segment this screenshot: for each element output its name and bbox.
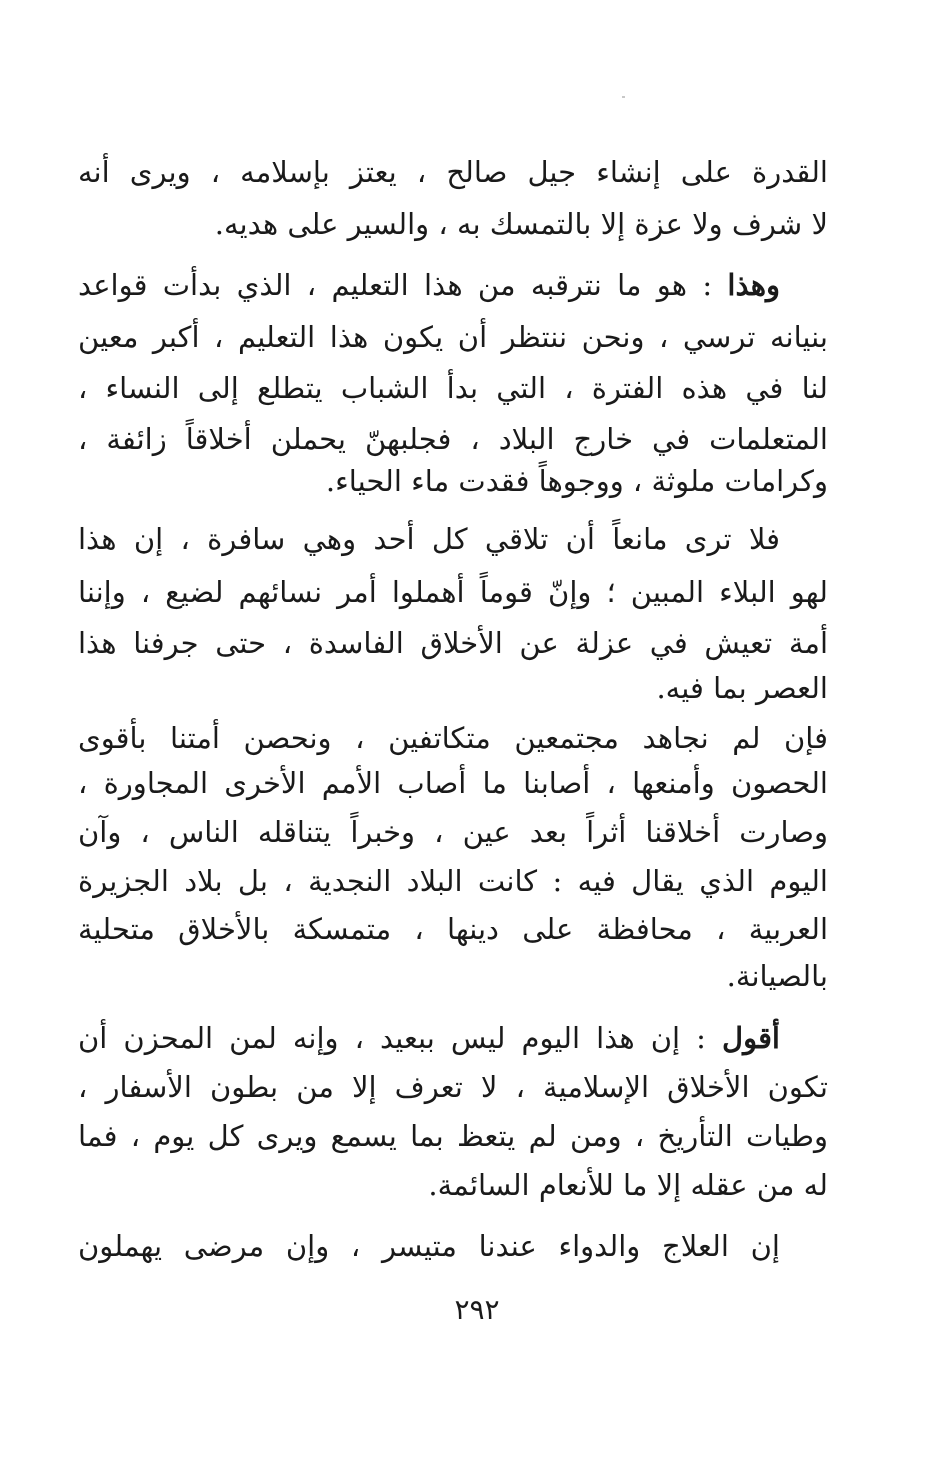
lead-word: وهذا [727,268,780,302]
text-line: بنيانه ترسي ، ونحن ننتظر أن يكون هذا التعليم ، أكبر معين [78,320,829,354]
text-line: له من عقله إلا ما للأنعام السائمة. [428,1168,828,1202]
text-line [78,1012,828,1064]
text-line: العربية ، محافظة على دينها ، متمسكة بالأخلاق متحلية [78,912,828,946]
line-text: : هو ما نترقبه من هذا التعليم ، الذي بدأت قواعد [78,268,728,302]
text-line: وصارت أخلاقنا أثراً بعد عين ، وخبراً يتناقله الناس ، وآن [78,815,828,849]
lead-word: أقول [722,1021,780,1055]
text-line: إن العلاج والدواء عندنا متيسر ، وإن مرضى يهملون [78,1229,780,1263]
text-line: فإن لم نجاهد مجتمعين متكاتفين ، ونحصن أمتنا بأقوى [78,721,828,755]
text-line: وطيات التأريخ ، ومن لم يتعظ بما يسمع ويرى كل يوم ، فما [78,1119,828,1153]
text-line: فلا ترى مانعاً أن تلاقي كل أحد وهي سافرة ، إن هذا [78,522,780,556]
text-line: بالصيانة. [726,959,828,993]
text-line: لنا في هذه الفترة ، التي بدأ الشباب يتطلع إلى النساء ، [78,371,828,405]
text-line: أمة تعيش في عزلة عن الأخلاق الفاسدة ، حتى جرفنا هذا [78,626,828,660]
text-line: لهو البلاء المبين ؛ وإنّ قوماً أهملوا أمر نسائهم لضيع ، وإننا [78,575,828,609]
text-line: تكون الأخلاق الإسلامية ، لا تعرف إلا من بطون الأسفار ، [78,1070,828,1104]
text-line: اليوم الذي يقال فيه : كانت البلاد النجدية ، بل بلاد الجزيرة [78,864,828,898]
page-number: ٢٩٢ [454,1293,500,1326]
text-line: وكرامات ملوثة ، ووجوهاً فقدت ماء الحياء. [325,464,828,498]
text-line: الحصون وأمنعها ، أصابنا ما أصاب الأمم الأخرى المجاورة ، [78,766,828,800]
text-line: العصر بما فيه. [656,671,828,705]
text-line [78,259,828,311]
text-line: لا شرف ولا عزة إلا بالتمسك به ، والسير على هديه. [214,207,828,241]
text-line: القدرة على إنشاء جيل صالح ، يعتز بإسلامه ، ويرى أنه [78,155,828,189]
paper-speck [622,96,625,98]
text-line: المتعلمات في خارج البلاد ، فجلبهنّ يحملن أخلاقاً زائفة ، [78,422,828,456]
line-text: : إن هذا اليوم ليس ببعيد ، وإنه لمن المحزن أن [78,1021,723,1055]
